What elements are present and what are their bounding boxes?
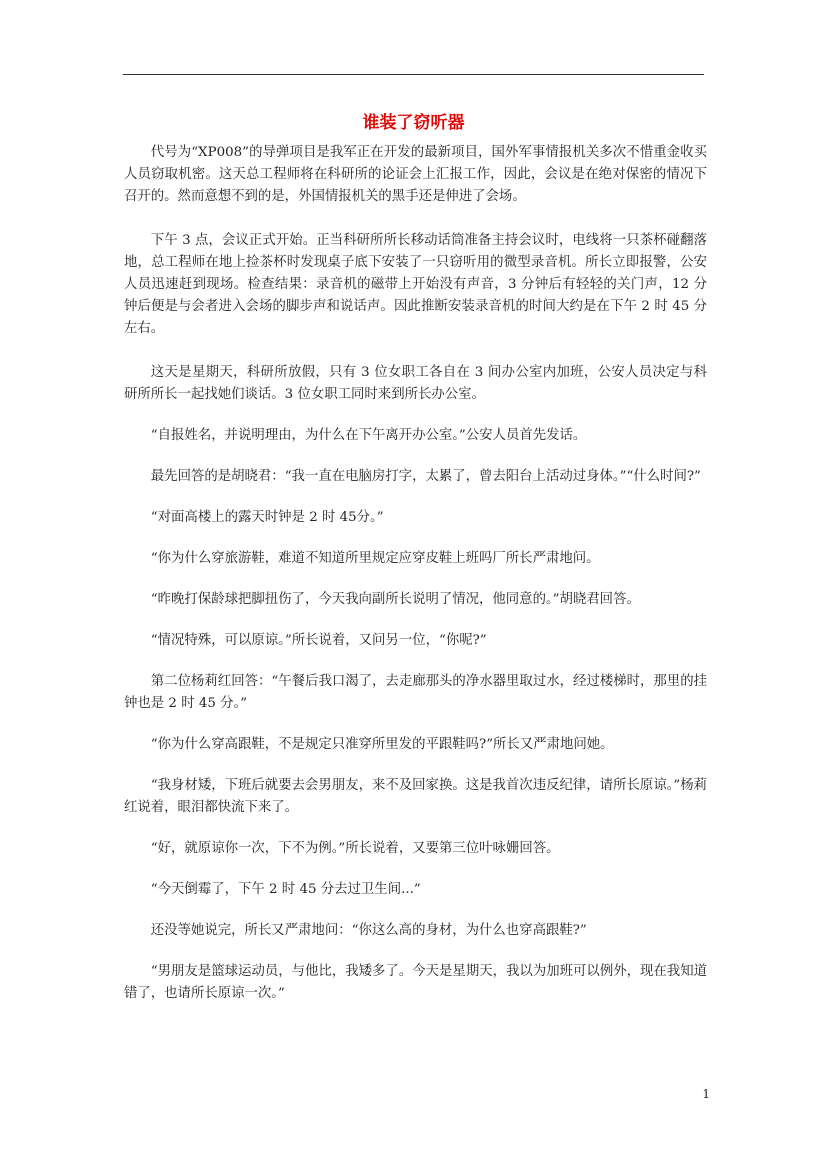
paragraph-15: 还没等她说完，所长又严肃地问：“你这么高的身材，为什么也穿高跟鞋?” [150,923,587,938]
paragraph-6: “对面高楼上的露天时钟是 2 时 45分。” [150,510,384,525]
paragraph-13: “好，就原谅你一次，下不为例。”所长说着，又要第三位叶咏姗回答。 [150,841,560,856]
paragraph-16: “男朋友是篮球运动员，与他比，我矮多了。今天是星期天，我以为加班可以例外，现在我知道错了，也请所长原谅一次。” [124,964,707,1001]
article-body [124,142,707,1005]
paragraph-12: “我身材矮，下班后就要去会男朋友，来不及回家换。这是我首次违反纪律，请所长原谅。”杨莉红说着，眼泪都快流下来了。 [124,778,707,815]
paragraph-14: “今天倒霉了，下午 2 时 45 分去过卫生间...” [150,882,421,897]
paragraph-5: 最先回答的是胡晓君：“我一直在电脑房打字，太累了，曾去阳台上活动过身体。”“什么时间?” [150,469,701,484]
paragraph-2: 下午 3 点，会议正式开始。正当科研所所长移动话筒准备主持会议时，电线将一只茶杯碰翻落地，总工程师在地上捡茶杯时发现桌子底下安装了一只窃听用的微型录音机。所长立即报警，公安人员迅速赶到现场。检查结果：录音机的磁带上开始没有声音，3 分钟后有轻轻的关门声，12 分钟后便是与会者进入会场的脚步声和说话声。因此推断安装录音机的时间大约是在下午 2 时 45 分左右。 [124,233,707,336]
paragraph-10: 第二位杨莉红回答：“午餐后我口渴了，去走廊那头的净水器里取过水，经过楼梯时，那里的挂钟也是 2 时 45 分。” [124,674,707,711]
page-number: 1 [702,1087,710,1101]
article-title: 谁装了窃听器 [362,113,465,133]
paragraph-1: 代号为“XP008”的导弹项目是我军正在开发的最新项目，国外军事情报机关多次不惜重金收买人员窃取机密。这天总工程师将在科研所的论证会上汇报工作，因此，会议是在绝对保密的情况下召开的。然而意想不到的是，外国情报机关的黑手还是伸进了会场。 [124,145,707,204]
header-rule [123,74,704,75]
paragraph-8: “昨晚打保龄球把脚扭伤了，今天我向副所长说明了情况，他同意的。”胡晓君回答。 [150,592,640,607]
paragraph-9: “情况特殊，可以原谅。”所长说着，又问另一位，“你呢?” [150,633,487,648]
paragraph-4: “自报姓名，并说明理由，为什么在下午离开办公室。”公安人员首先发话。 [150,428,587,443]
paragraph-3: 这天是星期天，科研所放假，只有 3 位女职工各自在 3 间办公室内加班，公安人员决定与科研所所长一起找她们谈话。3 位女职工同时来到所长办公室。 [124,365,707,402]
paragraph-7: “你为什么穿旅游鞋，难道不知道所里规定应穿皮鞋上班吗厂所长严肃地问。 [150,551,600,566]
paragraph-11: “你为什么穿高跟鞋，不是规定只准穿所里发的平跟鞋吗?”所长又严肃地问她。 [150,737,614,752]
